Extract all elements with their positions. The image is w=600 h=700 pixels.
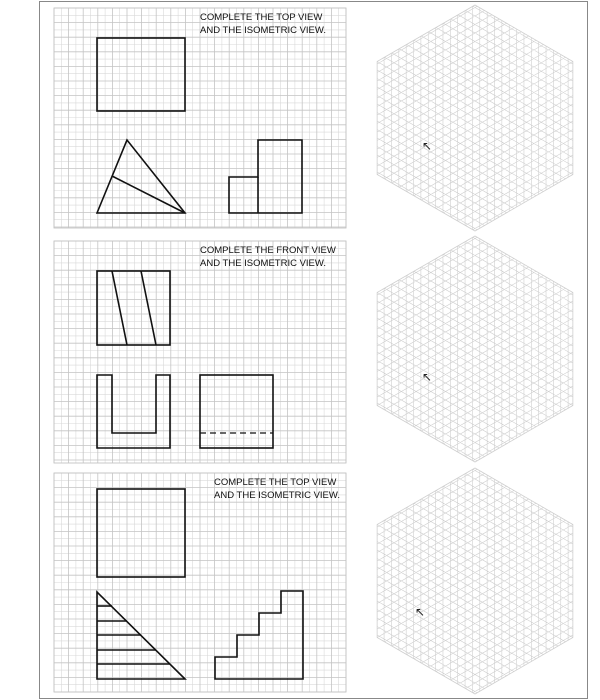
instruction-3-line-2: AND THE ISOMETRIC VIEW.	[214, 490, 340, 501]
front-view-1	[97, 140, 185, 213]
cursor-arrow-icon-2: ↖	[422, 370, 433, 384]
top-view-outline-1	[97, 38, 185, 111]
top-view-2	[97, 271, 170, 345]
exercise-2	[54, 0, 600, 700]
top-view-slant-line-right	[141, 271, 156, 345]
cursor-arrow-icon-3: ↖	[415, 605, 426, 619]
u-shape-view-2	[97, 375, 170, 448]
instruction-3-line-1: COMPLETE THE TOP VIEW	[214, 477, 337, 488]
top-view-outline-2	[97, 271, 170, 345]
front-view-triangle	[97, 140, 185, 213]
instruction-2-line-2: AND THE ISOMETRIC VIEW.	[200, 258, 326, 269]
cursor-arrow-icon-1: ↖	[422, 139, 433, 153]
instruction-1-line-1: COMPLETE THE TOP VIEW	[200, 12, 323, 23]
page-frame	[40, 2, 588, 699]
instruction-1-line-2: AND THE ISOMETRIC VIEW.	[200, 25, 326, 36]
exercise-3	[54, 78, 600, 700]
front-view-inner-line	[112, 176, 185, 213]
instruction-2-line-1: COMPLETE THE FRONT VIEW	[200, 245, 336, 256]
exercise-1	[54, 0, 600, 621]
front-view-3	[97, 592, 185, 679]
